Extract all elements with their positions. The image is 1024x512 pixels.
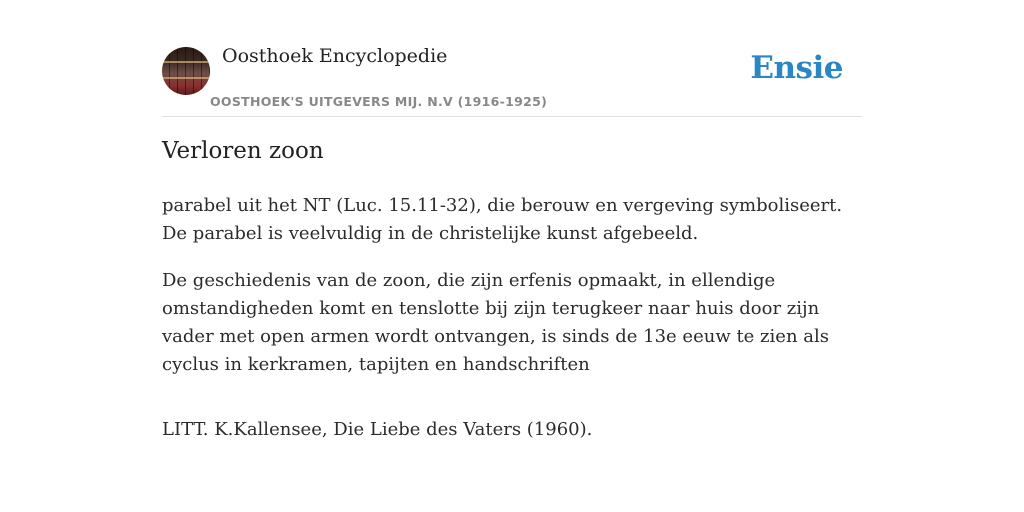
brand-logo[interactable]: Ensie [750, 50, 843, 86]
encyclopedia-books-icon[interactable] [162, 47, 210, 95]
literature-reference: LITT. K.Kallensee, Die Liebe des Vaters (1960). [162, 419, 593, 440]
publisher-label: OOSTHOEK'S UITGEVERS MIJ. N.V (1916-1925) [210, 94, 548, 109]
article-paragraph: parabel uit het NT (Luc. 15.11-32), die berouw en vergeving symboliseert. De parabel is veelvuldig in de christelijke kunst afgebeeld. [162, 195, 843, 244]
source-title[interactable]: Oosthoek Encyclopedie [222, 45, 448, 67]
header [162, 0, 862, 117]
page-container [162, 0, 862, 440]
page-title: Verloren zoon [162, 138, 324, 164]
article-body [162, 192, 862, 463]
article-paragraph: De geschiedenis van de zoon, die zijn erfenis opmaakt, in ellendige omstandigheden komt en tenslotte bij zijn terugkeer naar huis door zijn vader met open armen wordt ontvangen, is sinds de 13e eeuw te zien als cyclus in kerkramen, tapijten en handschriften [162, 270, 829, 375]
